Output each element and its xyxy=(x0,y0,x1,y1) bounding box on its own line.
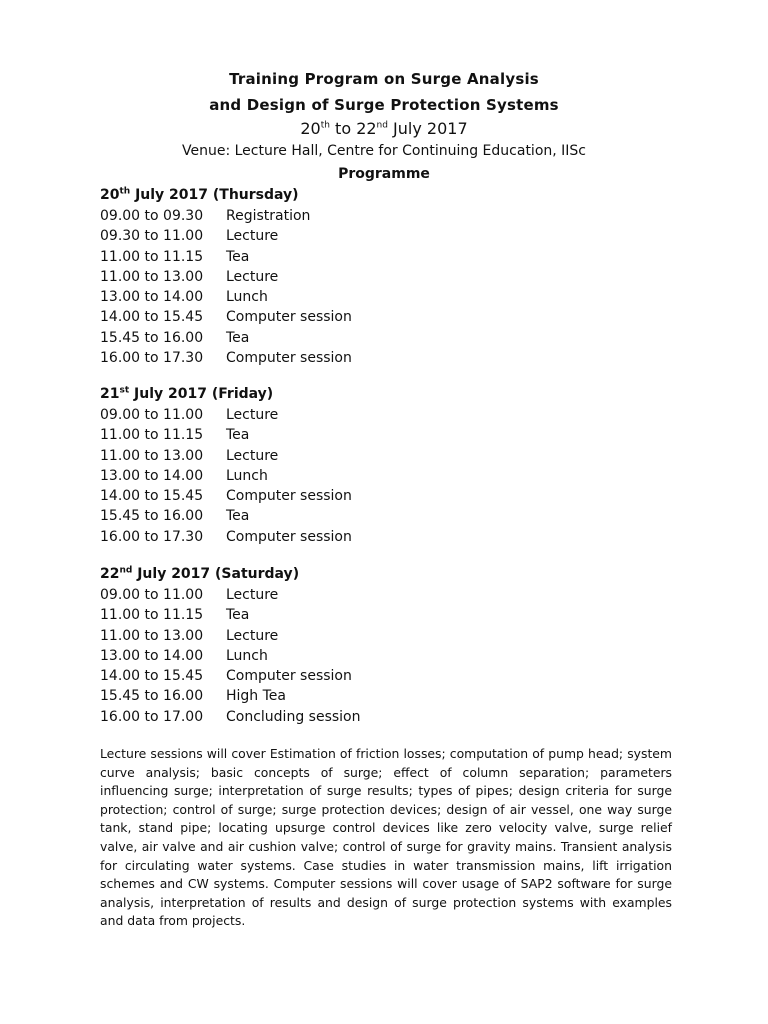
day-schedule-thursday xyxy=(100,185,660,368)
session-time: 14.00 to 15.45 xyxy=(100,488,204,505)
session-time: 11.00 to 11.15 xyxy=(100,607,204,624)
day-heading xyxy=(100,564,660,584)
schedule-row xyxy=(100,348,660,368)
schedule-row xyxy=(100,206,660,226)
venue-text: Venue: Lecture Hall, Centre for Continuing Education, IISc xyxy=(182,143,586,159)
session-time: 13.00 to 14.00 xyxy=(100,647,204,664)
session-activity: Tea xyxy=(226,248,250,265)
schedule-row xyxy=(100,328,660,348)
end-day: 22 xyxy=(356,119,377,138)
course-description: Lecture sessions will cover Estimation of friction losses; computation of pump head; system curve analysis; basic concepts of surge; effect of column separation; parameters influencing surge; interpretation of surge results; types of pipes; design criteria for surge protection; control of surge; surge protection devices; design of air vessel, one way surge tank, stand pipe; locating upsurge control devices like zero velocity valve, surge relief valve, air valve and air cushion valve; control of surge for gravity mains. Transient analysis for circulating water systems. Case studies in water transmission mains, lift irrigation schemes and CW systems. Computer sessions will cover usage of SAP2 software for surge analysis, interpretation of results and design of surge protection systems with examples and data from projects. xyxy=(100,746,672,929)
session-activity: Computer session xyxy=(226,309,352,326)
session-time: 15.45 to 16.00 xyxy=(100,508,204,525)
session-time: 11.00 to 13.00 xyxy=(100,627,204,644)
schedule-row xyxy=(100,405,660,425)
session-activity: Computer session xyxy=(226,488,352,505)
session-activity: Computer session xyxy=(226,350,352,367)
day-label: July 2017 (Thursday) xyxy=(130,187,299,203)
session-time: 11.00 to 11.15 xyxy=(100,248,204,265)
day-schedule-friday xyxy=(100,384,660,547)
schedule-row xyxy=(100,626,660,646)
session-time: 15.45 to 16.00 xyxy=(100,688,204,705)
schedule-row xyxy=(100,486,660,506)
session-activity: High Tea xyxy=(226,688,286,705)
session-activity: Computer session xyxy=(226,528,352,545)
session-activity: Lecture xyxy=(226,407,279,423)
day-schedule-saturday xyxy=(100,564,660,727)
schedule-row xyxy=(100,226,660,246)
day-number: 21 xyxy=(100,386,120,402)
session-activity: Tea xyxy=(226,607,250,624)
session-activity: Lecture xyxy=(226,447,279,464)
session-activity: Tea xyxy=(226,508,250,525)
day-heading xyxy=(100,384,660,404)
start-day-suffix: th xyxy=(320,120,330,131)
session-activity: Registration xyxy=(226,208,311,224)
schedule-row xyxy=(100,605,660,625)
session-activity: Lecture xyxy=(226,228,279,245)
session-time: 16.00 to 17.30 xyxy=(100,528,204,545)
schedule-row xyxy=(100,446,660,466)
session-time: 09.30 to 11.00 xyxy=(100,228,204,245)
day-suffix: st xyxy=(119,385,130,396)
session-activity: Lunch xyxy=(226,289,268,306)
document-title-line-1: Training Program on Surge Analysis xyxy=(229,70,539,88)
end-day-suffix: nd xyxy=(376,120,388,131)
session-activity: Lunch xyxy=(226,467,268,484)
session-time: 09.00 to 11.00 xyxy=(100,587,204,603)
session-time: 11.00 to 13.00 xyxy=(100,447,204,464)
session-time: 14.00 to 15.45 xyxy=(100,668,204,685)
program-dates xyxy=(0,119,768,138)
session-activity: Lecture xyxy=(226,587,279,603)
dates-separator: to xyxy=(329,119,357,138)
day-heading xyxy=(100,185,660,205)
schedule-row xyxy=(100,466,660,486)
schedule-row xyxy=(100,707,660,727)
start-day: 20 xyxy=(300,119,321,138)
session-time: 13.00 to 14.00 xyxy=(100,467,204,484)
session-activity: Tea xyxy=(226,427,250,444)
session-activity: Computer session xyxy=(226,668,352,685)
programme-heading: Programme xyxy=(338,166,430,182)
session-time: 13.00 to 14.00 xyxy=(100,289,204,306)
schedule-row xyxy=(100,527,660,547)
session-time: 11.00 to 11.15 xyxy=(100,427,204,444)
session-activity: Lecture xyxy=(226,627,279,644)
day-number: 22 xyxy=(100,566,120,582)
schedule-row xyxy=(100,287,660,307)
schedule-row xyxy=(100,686,660,706)
session-time: 15.45 to 16.00 xyxy=(100,329,204,346)
session-time: 11.00 to 13.00 xyxy=(100,268,204,285)
session-time: 16.00 to 17.00 xyxy=(100,708,204,725)
session-time: 14.00 to 15.45 xyxy=(100,309,204,326)
session-activity: Lecture xyxy=(226,268,279,285)
month-year: July 2017 xyxy=(387,119,468,138)
schedule-row xyxy=(100,646,660,666)
session-activity: Lunch xyxy=(226,647,268,664)
schedule-row xyxy=(100,666,660,686)
session-time: 09.00 to 09.30 xyxy=(100,208,204,224)
session-activity: Tea xyxy=(226,329,250,346)
schedule-row xyxy=(100,585,660,605)
schedule-row xyxy=(100,307,660,327)
session-time: 16.00 to 17.30 xyxy=(100,350,204,367)
session-activity: Concluding session xyxy=(226,708,361,725)
document-title-line-2: and Design of Surge Protection Systems xyxy=(209,96,559,114)
schedule-row xyxy=(100,506,660,526)
schedule-row xyxy=(100,425,660,445)
day-number: 20 xyxy=(100,187,120,203)
day-suffix: nd xyxy=(119,565,133,576)
schedule-row xyxy=(100,267,660,287)
day-suffix: th xyxy=(119,186,131,197)
day-label: July 2017 (Saturday) xyxy=(132,566,300,582)
session-time: 09.00 to 11.00 xyxy=(100,407,204,423)
schedule-row xyxy=(100,247,660,267)
day-label: July 2017 (Friday) xyxy=(129,386,274,402)
